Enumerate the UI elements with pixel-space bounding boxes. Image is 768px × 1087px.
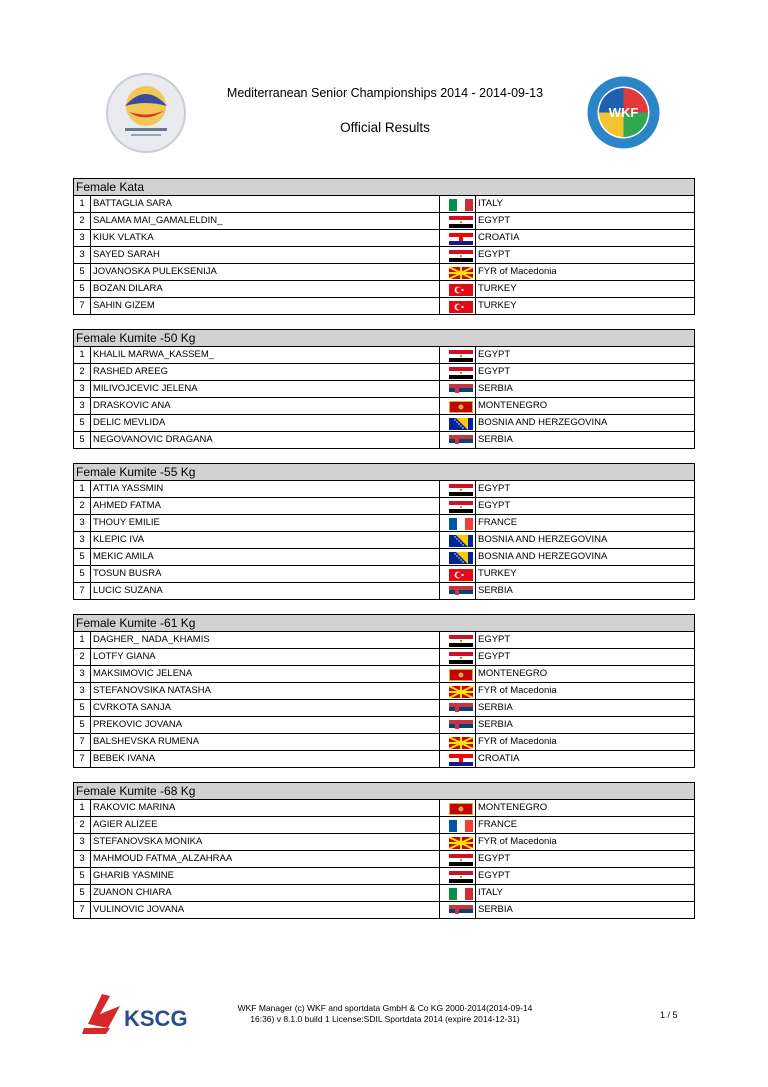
egypt-flag-icon xyxy=(440,498,476,514)
athlete-name: BEBEK IVANA xyxy=(91,751,440,767)
athlete-name: SAHIN GIZEM xyxy=(91,298,440,314)
page-number: 1 / 5 xyxy=(660,1010,678,1020)
egypt-flag-icon xyxy=(440,481,476,497)
athlete-name: MEKIC AMILA xyxy=(91,549,440,565)
table-row xyxy=(73,734,695,751)
athlete-name: LUCIC SUZANA xyxy=(91,583,440,599)
table-row xyxy=(73,532,695,549)
country-name: TURKEY xyxy=(478,283,517,294)
table-row xyxy=(73,347,695,364)
country-name: SERBIA xyxy=(478,383,513,394)
athlete-name: KHALIL MARWA_KASSEM_ xyxy=(91,347,440,363)
country-name: SERBIA xyxy=(478,434,513,445)
table-row xyxy=(73,649,695,666)
athlete-name: RAKOVIC MARINA xyxy=(91,800,440,816)
rank-cell: 5 xyxy=(74,415,91,431)
serbia-flag-icon xyxy=(440,583,476,599)
svg-text:WKF: WKF xyxy=(608,105,639,120)
table-row xyxy=(73,281,695,298)
rank-cell: 5 xyxy=(74,868,91,884)
country-name: SERBIA xyxy=(478,719,513,730)
country-name: FYR of Macedonia xyxy=(478,266,557,277)
table-row xyxy=(73,583,695,600)
country-name: EGYPT xyxy=(478,651,511,662)
country-name: BOSNIA AND HERZEGOVINA xyxy=(478,417,608,428)
table-row xyxy=(73,751,695,768)
table-row xyxy=(73,230,695,247)
athlete-name: KIUK VLATKA xyxy=(91,230,440,246)
category-block xyxy=(73,329,695,449)
table-row xyxy=(73,398,695,415)
rank-cell: 5 xyxy=(74,264,91,280)
table-row xyxy=(73,851,695,868)
athlete-name: LOTFY GIANA xyxy=(91,649,440,665)
athlete-name: KLEPIC IVA xyxy=(91,532,440,548)
country-name: BOSNIA AND HERZEGOVINA xyxy=(478,551,608,562)
turkey-flag-icon xyxy=(440,281,476,297)
athlete-name: THOUY EMILIE xyxy=(91,515,440,531)
rank-cell: 1 xyxy=(74,481,91,497)
rank-cell: 2 xyxy=(74,213,91,229)
country-name: FRANCE xyxy=(478,517,518,528)
macedonia-flag-icon xyxy=(440,734,476,750)
country-name: MONTENEGRO xyxy=(478,668,548,679)
table-row xyxy=(73,717,695,734)
france-flag-icon xyxy=(440,515,476,531)
footer-line-2: 16:36) v 8.1.0 build 1 License:SDIL Sportdata 2014 (expire 2014-12-31) xyxy=(250,1014,520,1024)
table-row xyxy=(73,549,695,566)
country-name: EGYPT xyxy=(478,870,511,881)
athlete-name: DRASKOVIC ANA xyxy=(91,398,440,414)
country-name: ITALY xyxy=(478,198,503,209)
category-title: Female Kumite -68 Kg xyxy=(73,782,695,800)
bosnia-flag-icon xyxy=(440,415,476,431)
table-row xyxy=(73,481,695,498)
country-name: EGYPT xyxy=(478,853,511,864)
table-row xyxy=(73,515,695,532)
category-title: Female Kumite -55 Kg xyxy=(73,463,695,481)
macedonia-flag-icon xyxy=(440,683,476,699)
athlete-name: SAYED SARAH xyxy=(91,247,440,263)
country-name: MONTENEGRO xyxy=(478,400,548,411)
table-row xyxy=(73,666,695,683)
bosnia-flag-icon xyxy=(440,549,476,565)
rank-cell: 1 xyxy=(74,632,91,648)
table-row xyxy=(73,902,695,919)
country-name: SERBIA xyxy=(478,904,513,915)
egypt-flag-icon xyxy=(440,868,476,884)
country-name: FRANCE xyxy=(478,819,518,830)
table-row xyxy=(73,432,695,449)
table-row xyxy=(73,498,695,515)
serbia-flag-icon xyxy=(440,432,476,448)
country-name: BOSNIA AND HERZEGOVINA xyxy=(478,534,608,545)
table-row xyxy=(73,817,695,834)
croatia-flag-icon xyxy=(440,751,476,767)
egypt-flag-icon xyxy=(440,364,476,380)
athlete-name: VULINOVIC JOVANA xyxy=(91,902,440,918)
table-row xyxy=(73,415,695,432)
results-list xyxy=(73,178,695,933)
country-name: FYR of Macedonia xyxy=(478,836,557,847)
montenegro-flag-icon xyxy=(440,800,476,816)
athlete-name: MAKSIMOVIC JELENA xyxy=(91,666,440,682)
athlete-name: CVRKOTA SANJA xyxy=(91,700,440,716)
athlete-name: MAHMOUD FATMA_ALZAHRAA xyxy=(91,851,440,867)
athlete-name: MILIVOJCEVIC JELENA xyxy=(91,381,440,397)
table-row xyxy=(73,196,695,213)
croatia-flag-icon xyxy=(440,230,476,246)
rank-cell: 5 xyxy=(74,885,91,901)
turkey-flag-icon xyxy=(440,566,476,582)
macedonia-flag-icon xyxy=(440,264,476,280)
athlete-name: AGIER ALIZEE xyxy=(91,817,440,833)
rank-cell: 3 xyxy=(74,230,91,246)
turkey-flag-icon xyxy=(440,298,476,314)
rank-cell: 2 xyxy=(74,364,91,380)
page-title: Mediterranean Senior Championships 2014 - 2014-09-13 xyxy=(226,86,544,100)
serbia-flag-icon xyxy=(440,381,476,397)
rank-cell: 3 xyxy=(74,666,91,682)
category-block xyxy=(73,614,695,768)
table-row xyxy=(73,264,695,281)
athlete-name: BATTAGLIA SARA xyxy=(91,196,440,212)
athlete-name: ATTIA YASSMIN xyxy=(91,481,440,497)
category-block xyxy=(73,178,695,315)
athlete-name: GHARIB YASMINE xyxy=(91,868,440,884)
country-name: MONTENEGRO xyxy=(478,802,548,813)
table-row xyxy=(73,298,695,315)
rank-cell: 2 xyxy=(74,649,91,665)
country-name: EGYPT xyxy=(478,249,511,260)
rank-cell: 2 xyxy=(74,817,91,833)
serbia-flag-icon xyxy=(440,902,476,918)
svg-text:KSCG: KSCG xyxy=(124,1006,188,1031)
montenegro-flag-icon xyxy=(440,398,476,414)
rank-cell: 7 xyxy=(74,298,91,314)
country-name: SERBIA xyxy=(478,702,513,713)
italy-flag-icon xyxy=(440,885,476,901)
country-name: FYR of Macedonia xyxy=(478,736,557,747)
category-title: Female Kumite -50 Kg xyxy=(73,329,695,347)
athlete-name: ZUANON CHIARA xyxy=(91,885,440,901)
france-flag-icon xyxy=(440,817,476,833)
rank-cell: 3 xyxy=(74,247,91,263)
table-row xyxy=(73,683,695,700)
rank-cell: 5 xyxy=(74,566,91,582)
athlete-name: NEGOVANOVIC DRAGANA xyxy=(91,432,440,448)
rank-cell: 3 xyxy=(74,834,91,850)
egypt-flag-icon xyxy=(440,213,476,229)
rank-cell: 1 xyxy=(74,800,91,816)
bosnia-flag-icon xyxy=(440,532,476,548)
country-name: EGYPT xyxy=(478,349,511,360)
footer-line-1: WKF Manager (c) WKF and sportdata GmbH & Co KG 2000-2014(2014-09-14 xyxy=(237,1003,533,1013)
rank-cell: 7 xyxy=(74,583,91,599)
table-row xyxy=(73,885,695,902)
championship-logo-icon xyxy=(105,72,187,154)
country-name: SERBIA xyxy=(478,585,513,596)
egypt-flag-icon xyxy=(440,247,476,263)
country-name: ITALY xyxy=(478,887,503,898)
country-name: EGYPT xyxy=(478,483,511,494)
serbia-flag-icon xyxy=(440,717,476,733)
kscg-logo-icon xyxy=(80,984,210,1044)
category-block xyxy=(73,782,695,919)
rank-cell: 1 xyxy=(74,347,91,363)
athlete-name: JOVANOSKA PULEKSENIJA xyxy=(91,264,440,280)
rank-cell: 3 xyxy=(74,851,91,867)
country-name: EGYPT xyxy=(478,215,511,226)
footer-info xyxy=(215,1003,555,1025)
table-row xyxy=(73,800,695,817)
rank-cell: 3 xyxy=(74,532,91,548)
table-row xyxy=(73,834,695,851)
country-name: TURKEY xyxy=(478,568,517,579)
egypt-flag-icon xyxy=(440,347,476,363)
category-title: Female Kata xyxy=(73,178,695,196)
country-name: EGYPT xyxy=(478,366,511,377)
rank-cell: 1 xyxy=(74,196,91,212)
country-name: EGYPT xyxy=(478,634,511,645)
table-row xyxy=(73,868,695,885)
rank-cell: 3 xyxy=(74,398,91,414)
italy-flag-icon xyxy=(440,196,476,212)
athlete-name: STEFANOVSKA MONIKA xyxy=(91,834,440,850)
egypt-flag-icon xyxy=(440,851,476,867)
rank-cell: 5 xyxy=(74,281,91,297)
table-row xyxy=(73,566,695,583)
egypt-flag-icon xyxy=(440,632,476,648)
serbia-flag-icon xyxy=(440,700,476,716)
table-row xyxy=(73,632,695,649)
rank-cell: 7 xyxy=(74,902,91,918)
table-row xyxy=(73,247,695,264)
rank-cell: 5 xyxy=(74,549,91,565)
table-row xyxy=(73,364,695,381)
athlete-name: PREKOVIC JOVANA xyxy=(91,717,440,733)
athlete-name: TOSUN BUSRA xyxy=(91,566,440,582)
egypt-flag-icon xyxy=(440,649,476,665)
rank-cell: 3 xyxy=(74,683,91,699)
athlete-name: RASHED AREEG xyxy=(91,364,440,380)
macedonia-flag-icon xyxy=(440,834,476,850)
page-subtitle: Official Results xyxy=(340,120,430,135)
athlete-name: SALAMA MAI_GAMALELDIN_ xyxy=(91,213,440,229)
table-row xyxy=(73,381,695,398)
rank-cell: 5 xyxy=(74,432,91,448)
rank-cell: 2 xyxy=(74,498,91,514)
athlete-name: DELIC MEVLIDA xyxy=(91,415,440,431)
rank-cell: 3 xyxy=(74,381,91,397)
country-name: FYR of Macedonia xyxy=(478,685,557,696)
country-name: EGYPT xyxy=(478,500,511,511)
country-name: CROATIA xyxy=(478,232,520,243)
category-title: Female Kumite -61 Kg xyxy=(73,614,695,632)
athlete-name: DAGHER_ NADA_KHAMIS xyxy=(91,632,440,648)
country-name: CROATIA xyxy=(478,753,520,764)
athlete-name: BOZAN DILARA xyxy=(91,281,440,297)
table-row xyxy=(73,700,695,717)
rank-cell: 3 xyxy=(74,515,91,531)
category-block xyxy=(73,463,695,600)
athlete-name: STEFANOVSIKA NATASHA xyxy=(91,683,440,699)
rank-cell: 5 xyxy=(74,700,91,716)
montenegro-flag-icon xyxy=(440,666,476,682)
athlete-name: BALSHEVSKA RUMENA xyxy=(91,734,440,750)
country-name: TURKEY xyxy=(478,300,517,311)
rank-cell: 5 xyxy=(74,717,91,733)
athlete-name: AHMED FATMA xyxy=(91,498,440,514)
table-row xyxy=(73,213,695,230)
rank-cell: 7 xyxy=(74,734,91,750)
rank-cell: 7 xyxy=(74,751,91,767)
